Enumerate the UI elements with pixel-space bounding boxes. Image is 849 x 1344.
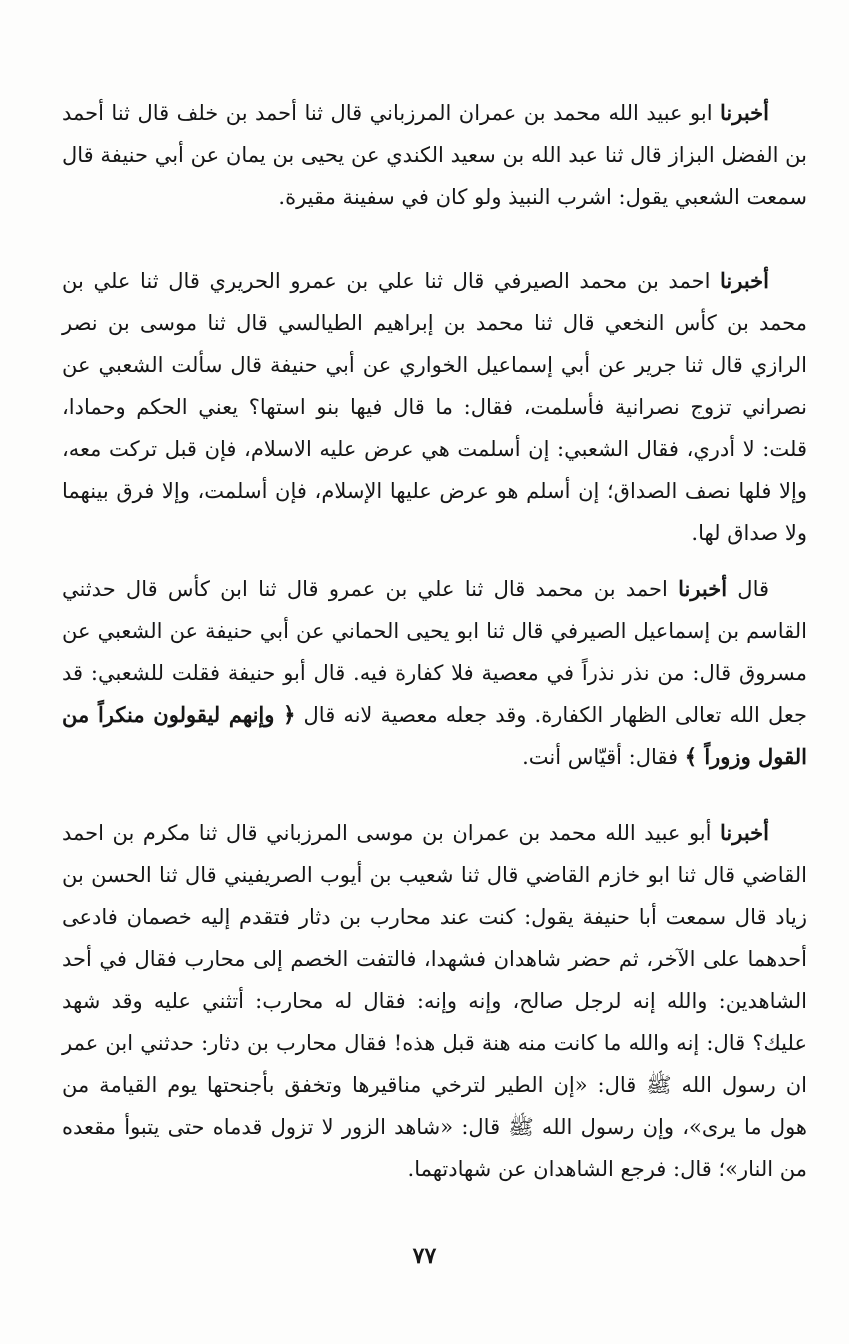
- paragraph-text: احمد بن محمد قال ثنا علي بن عمرو قال ثنا ابن كأس قال حدثني القاسم بن إسماعيل الصيرفي قال ثنا ابو يحيى الحماني عن أبي حنيفة عن الشعبي عن مسروق قال: من نذر نذراً في معصية فلا كفارة فيه. قال أبو حنيفة فقلت للشعبي: قد جعل الله تعالى الظهار الكفارة. وقد جعله معصية لانه قال: [62, 577, 807, 727]
- page-number: ٧٧: [412, 1243, 437, 1269]
- quran-quote: ﴿ وإنهم ليقولون منكراً من القول وزوراً ﴾: [62, 702, 807, 769]
- paragraph-suffix: فقال: أقيّاس أنت.: [522, 745, 685, 769]
- paragraph-lead-word: أخبرنا: [720, 268, 769, 293]
- narration-paragraph-4: [62, 812, 807, 1190]
- paragraph-lead-word: أخبرنا: [720, 100, 769, 125]
- narration-paragraph-3: [62, 568, 807, 778]
- paragraph-lead-word: أخبرنا: [678, 576, 728, 601]
- paragraph-lead-word: أخبرنا: [720, 820, 769, 845]
- paragraph-text: ابو عبيد الله محمد بن عمران المرزباني قال ثنا أحمد بن خلف قال ثنا أحمد بن الفضل البزاز قال ثنا عبد الله بن سعيد الكندي عن يحيى بن يمان عن أبي حنيفة قال سمعت الشعبي يقول: اشرب النبيذ ولو كان في سفينة مقيرة.: [62, 101, 807, 209]
- paragraph-text: احمد بن محمد الصيرفي قال ثنا علي بن عمرو الحريري قال ثنا علي بن محمد بن كأس النخعي قال ثنا محمد بن إبراهيم الطيالسي قال ثنا موسى بن نصر الرازي قال ثنا جرير عن أبي إسماعيل الخواري عن أبي حنيفة قال سألت الشعبي عن نصراني تزوج نصرانية فأسلمت، فقال: ما قال فيها بنو استها؟ يعني الحكم وحمادا، قلت: لا أدري، فقال الشعبي: إن أسلمت هي عرض عليه الاسلام، فإن قبل تركت معه، وإلا فلها نصف الصداق؛ إن أسلم هو عرض عليها الإسلام، فإن أسلمت، وإلا فرق بينهما ولا صداق لها.: [62, 269, 807, 545]
- paragraph-prefix: قال: [727, 577, 770, 601]
- paragraph-text: أبو عبيد الله محمد بن عمران بن موسى المرزباني قال ثنا مكرم بن احمد القاضي قال ثنا ابو خازم القاضي قال ثنا شعيب بن أيوب الصريفيني قال ثنا الحسن بن زياد قال سمعت أبا حنيفة يقول: كنت عند محارب بن دثار فتقدم إليه خصمان فادعى أحدهما على الآخر، ثم حضر شاهدان فشهدا، فالتفت الخصم إلى محارب فقال في أحد الشاهدين: والله إنه لرجل صالح، وإنه وإنه: فقال له محارب: أتثني عليه وقد شهد عليك؟ قال: إنه والله ما كانت منه هنة قبل هذه! فقال محارب بن دثار: حدثني ابن عمر ان رسول الله ﷺ قال: «إن الطير لترخي مناقيرها وتخفق بأجنحتها يوم القيامة من هول ما يرى»، وإن رسول الله ﷺ قال: «شاهد الزور لا تزول قدماه حتى يتبوأ مقعده من النار»؛ قال: فرجع الشاهدان عن شهادتهما.: [62, 821, 807, 1181]
- narration-paragraph-1: [62, 92, 807, 218]
- narration-paragraph-2: [62, 260, 807, 554]
